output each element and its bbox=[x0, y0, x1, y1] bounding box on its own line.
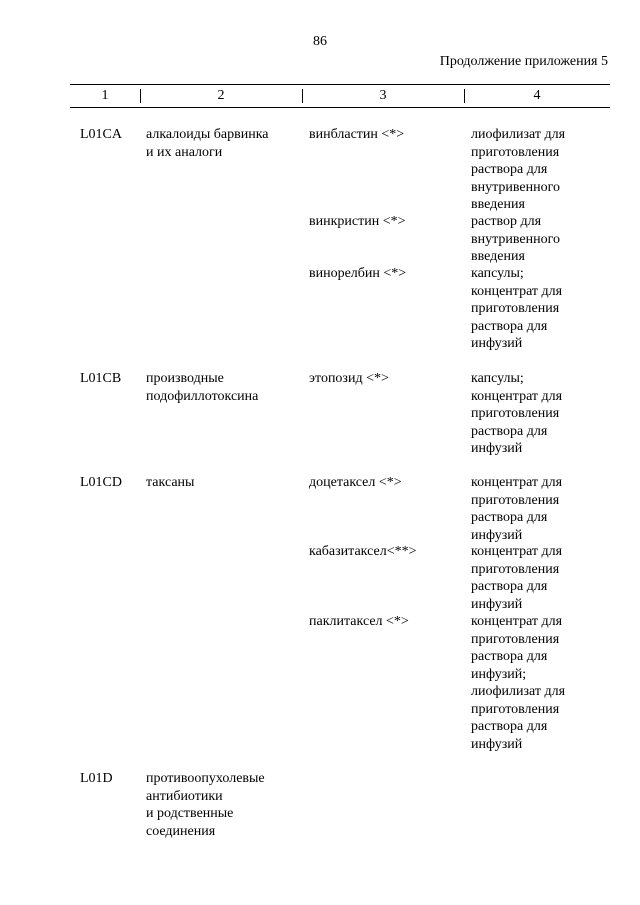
dosage-form: концентрат для приготовления раствора для инфузий; лиофилизат для приготовления раствора для инфузий bbox=[471, 614, 566, 752]
dosage-form: концентрат для приготовления раствора для инфузий bbox=[471, 475, 563, 543]
header-col-1: 1 bbox=[101, 88, 109, 103]
atc-code: L01CB bbox=[80, 371, 122, 386]
continuation-label: Продолжение приложения 5 bbox=[439, 54, 608, 69]
drug-name: доцетаксел <*> bbox=[309, 475, 402, 490]
group-name: производные подофиллотоксина bbox=[146, 371, 259, 404]
drug-name: винорелбин <*> bbox=[309, 266, 407, 281]
group-name: таксаны bbox=[146, 475, 195, 490]
drug-name: паклитаксел <*> bbox=[309, 614, 409, 629]
drug-name: кабазитаксел<**> bbox=[309, 544, 417, 559]
drug-name: винбластин <*> bbox=[309, 127, 405, 142]
atc-code: L01CA bbox=[80, 127, 122, 142]
dosage-form: лиофилизат для приготовления раствора для внутривенного введения bbox=[471, 127, 566, 212]
dosage-form: раствор для внутривенного введения bbox=[471, 214, 561, 264]
drug-name: винкристин <*> bbox=[309, 214, 406, 229]
header-col-3: 3 bbox=[379, 88, 387, 103]
header-col-2: 2 bbox=[217, 88, 225, 103]
group-name: алкалоиды барвинка и их аналоги bbox=[146, 127, 269, 160]
atc-code: L01D bbox=[80, 771, 113, 786]
page-number: 86 bbox=[313, 34, 327, 49]
atc-code: L01CD bbox=[80, 475, 122, 490]
dosage-form: концентрат для приготовления раствора для инфузий bbox=[471, 544, 563, 612]
header-col-4: 4 bbox=[533, 88, 541, 103]
drug-name: этопозид <*> bbox=[309, 371, 389, 386]
dosage-form: капсулы; концентрат для приготовления раствора для инфузий bbox=[471, 371, 563, 456]
table-header bbox=[70, 84, 610, 108]
group-name: противоопухолевые антибиотики и родственные соединения bbox=[146, 771, 265, 839]
dosage-form: капсулы; концентрат для приготовления раствора для инфузий bbox=[471, 266, 563, 351]
